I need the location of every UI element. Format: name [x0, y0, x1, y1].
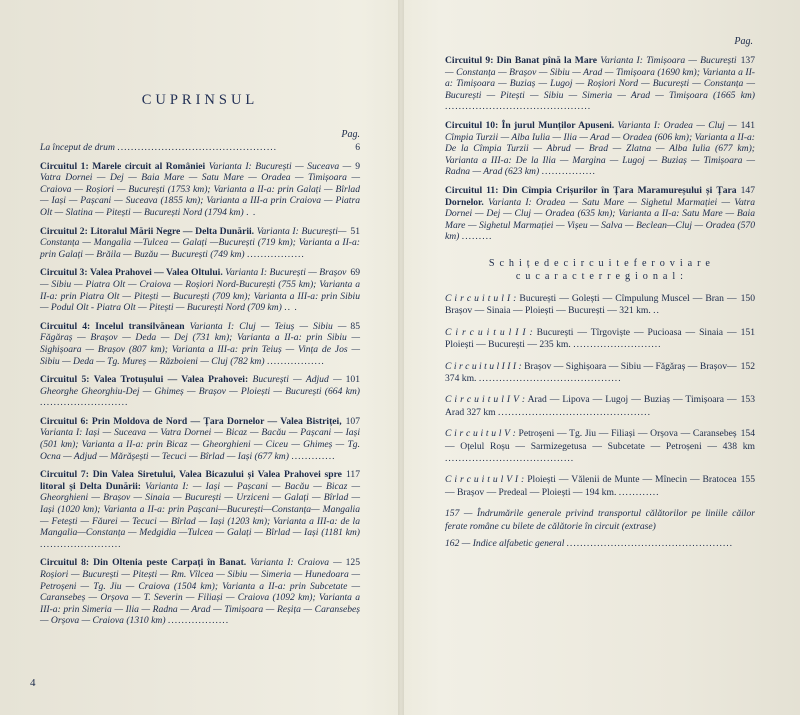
toc-schite-lead: C i r c u i t u l I :	[445, 292, 517, 304]
toc-schite-lead: C i r c u i t u l V I :	[445, 474, 525, 486]
toc-schite-body: Petroșeni — Tg. Jiu — Filiași — Orșova — Caransebeș — Oțelul Roșu — Sarmizegetusa — Subcetate — Petroșeni — 438 km	[445, 428, 755, 452]
section-subheading	[445, 257, 755, 283]
toc-leader-dots: .............................................	[498, 406, 651, 418]
toc-page-number: 147	[740, 184, 755, 196]
toc-schite-entry[interactable]	[445, 428, 755, 465]
toc-entry[interactable]	[40, 161, 360, 219]
toc-entry-title: Valea Prahovei — Valea Oltului.	[90, 267, 223, 279]
toc-schite-body: Arad — Lipova — Lugoj — Buziaș — Timișoara — Arad 327 km	[445, 394, 737, 418]
toc-note-text: — Îndrumările generale privind transportul călătorilor pe liniile căilor ferate române cu bilete de călătorie în circuit (extrase)	[445, 508, 755, 532]
toc-entry-title: Din Oltenia peste Carpați în Banat.	[93, 557, 247, 569]
toc-page-number: 9	[355, 160, 360, 172]
toc-page-number: 141	[740, 119, 755, 131]
toc-entry-body: Varianta I: Iași — Suceava — Vatra Dornei — Bicaz — Bacău — Pașcani — Iași (501 km); Varianta a II-a: prin Bicaz — Gheorghieni — Ciceu — Ghimeș — Tg. Ocna — Adjud — Mărășești — Tecuci — Bîrlad — Iași (677 km)	[40, 427, 360, 462]
toc-page-number: 101	[345, 374, 360, 386]
toc-note-entry[interactable]	[445, 538, 755, 550]
toc-schite-body: București — Golești — Cîmpulung Muscel — Bran — Brașov — Sinaia — Ploiești — București — 321 km.	[445, 292, 737, 317]
toc-leader-dots: .............	[291, 450, 336, 462]
toc-entry-lead: Circuitul 10:	[445, 119, 499, 131]
toc-entry-body: București — Adjud — Gheorghe Gheorghiu-Dej — Ghimeș — Brașov — Ploiești — București (664 km)	[40, 374, 360, 397]
toc-page-number: 151	[740, 326, 755, 338]
toc-page-number: 152	[740, 360, 755, 372]
toc-entry[interactable]	[40, 226, 360, 261]
toc-entry-lead: Circuitul 11:	[445, 184, 499, 196]
toc-entry[interactable]	[445, 185, 755, 243]
toc-leader-dots: .................	[246, 248, 305, 260]
toc-schite-entry[interactable]	[445, 474, 755, 499]
toc-schite-entry[interactable]	[445, 361, 755, 386]
toc-entry-body: Varianta I: Craiova — Roșiori — București — Pitești — Rm. Vîlcea — Sibiu — Simeria — Hunedoara — Petroșeni — Tg. Jiu — Craiova (1504 km); Varianta a II-a: prin Subcetate — Caransebeș — Orșova — T. Severin — Filiași — Craiova (1092 km); Varianta a III-a: prin Simeria — Ilia — Radna — Arad — Timișoara — Reșița — Caransebeș — Orșova — Craiova (1310 km)	[40, 557, 360, 627]
toc-entry-body: Varianta I: București—Constanța — Mangalia —Tulcea — Galați —București (719 km); Varianta a II-a: prin Galați — Brăila — Buzău — București (749 km)	[40, 225, 360, 260]
toc-schite-body: Ploiești — Vălenii de Munte — Mînecin — Bratocea — Brașov — Predeal — Ploiești — 194 km.	[445, 474, 737, 498]
toc-entry-body: Varianta I: Oradea — Satu Mare — Sighetul Marmației — Vatra Dornei — Dej — Cluj — Oradea (635 km); Varianta a II-a: Satu Mare — Baia Mare — Sighetul Marmației — Vișeu — Salva — Beclean—Cluj — Oradea (570 km)	[445, 196, 755, 243]
toc-entry-title: Marele circuit al României	[92, 160, 206, 172]
toc-leader-dots: ..........................................	[478, 372, 622, 384]
toc-entry[interactable]	[445, 120, 755, 178]
toc-leader-dots: ..................	[167, 615, 230, 627]
toc-page-number: 154	[740, 428, 755, 440]
toc-leader-dots: ............	[618, 486, 660, 498]
toc-entry[interactable]	[40, 469, 360, 550]
toc-page-number: 125	[345, 557, 360, 569]
toc-note-entry[interactable]	[445, 508, 755, 533]
toc-entry[interactable]	[40, 142, 360, 154]
section-subheading-line2: c u c a r a c t e r r e g i o n a l :	[515, 270, 685, 282]
toc-entry[interactable]	[40, 416, 360, 462]
toc-leader-dots: ................	[541, 166, 596, 178]
toc-leader-dots: ...............................................	[117, 142, 278, 153]
toc-entry-title: Din Cîmpia Crișurilor în Țara Maramureșului și Țara Dornelor.	[445, 184, 737, 208]
toc-entry[interactable]	[40, 267, 360, 313]
toc-entry-title: Incelul transilvănean	[95, 320, 185, 332]
right-pag-label: Pag.	[734, 36, 753, 47]
toc-page-number: 155	[740, 474, 755, 486]
toc-entry-lead: Circuitul 1:	[40, 160, 89, 172]
toc-entry-lead: Circuitul 9:	[445, 55, 494, 66]
toc-entry[interactable]	[40, 557, 360, 627]
toc-entry-lead: Circuitul 5:	[40, 374, 90, 386]
toc-entry-body: Varianta I: Timișoara — București — Constanța — Brașov — Sibiu — Arad — Timișoara (1690 km); Varianta a II-a: Timișoara — Buziaș — Lugoj — Roșiori Nord — București — Constanța — București — Pitești — Sibiu — Simeria — Arad — Timișoara (1665 km)	[445, 55, 755, 101]
toc-leader-dots: . .	[246, 206, 257, 218]
toc-schite-entry[interactable]	[445, 293, 755, 318]
toc-leader-dots: ..	[653, 305, 660, 317]
toc-entry-lead: Circuitul 8:	[40, 557, 90, 569]
toc-schite-entry[interactable]	[445, 327, 755, 352]
left-pag-label: Pag.	[341, 129, 360, 140]
toc-entry-body: Varianta I: Oradea — Cluj — Cîmpia Turzii — Alba Iulia — Ilia — Arad — Oradea (606 km); Varianta a II-a: De la Cîmpia Turzii — Abrud — Brad — Zlatna — Alba Iulia (677 km); Varianta a III-a: De la Ilia — Margina — Lugoj — Buziaș — Timișoara — Radna — Arad (623 km)	[445, 119, 755, 178]
toc-leader-dots: .........	[461, 231, 493, 243]
toc-page-number: 69	[350, 267, 360, 279]
toc-entry-title: Valea Trotușului — Valea Prahovei:	[93, 374, 249, 386]
toc-page-number: 153	[740, 394, 755, 406]
section-subheading-line1: S c h i ț e d e c i r c u i t e f e r o v i a r e	[488, 257, 712, 269]
toc-entry-lead: Circuitul 6:	[40, 415, 89, 427]
toc-leader-dots: ..........................	[573, 339, 662, 351]
toc-schite-lead: C i r c u i t u l I I I :	[445, 360, 522, 372]
toc-schite-lead: C i r c u i t u l V :	[445, 428, 516, 440]
toc-page-number: 85	[350, 320, 360, 332]
toc-entry-body: Varianta I: — Iași — Pașcani — Bacău — Bicaz — Gheorghieni — Brașov — Sinaia — București — Urziceni — Galați — Bîrlad — Iași (1020 km); Varianta a II-a: prin Pașcani—București—Constanța— Mangalia — Fetești — Făurei — Tecuci — Bîrlad — Iași (1203 km); Varianta a III-a: de la Mangalia—Constanța — Medgidia —Tulcea — Galați — Bîrlad — Iași (1181 km)	[40, 480, 360, 539]
toc-entry-lead: Circuitul 4:	[40, 320, 91, 332]
page-title: CUPRINSUL	[141, 92, 259, 108]
toc-page-number: 150	[740, 292, 755, 304]
toc-leader-dots: ...........................................	[445, 101, 592, 113]
toc-leader-dots: ........................	[40, 538, 122, 550]
toc-entry-title: Prin Moldova de Nord — Țara Dornelor — Valea Bistriței,	[91, 415, 342, 427]
toc-entry[interactable]	[40, 321, 360, 367]
toc-leader-dots: .. .	[284, 302, 298, 314]
toc-schite-lead: C i r c u i t u l I I :	[445, 326, 533, 338]
toc-entry-lead: Circuitul 3:	[40, 267, 88, 279]
toc-page-number: 157	[445, 508, 460, 520]
toc-entry-title: La început de drum	[40, 142, 115, 153]
toc-entry-body: Varianta I: Cluj — Teiuș — Sibiu — Făgăraș — Brașov — Deda — Dej (731 km); Varianta a II-a: prin Sibiu — Sighișoara — Brașov (807 km); Varianta a III-a: prin Teiuș — Vința de Jos — Sibiu — Deda — Tg. Mureș — Războieni — Cluj (782 km)	[40, 320, 360, 367]
toc-leader-dots: ..........................	[40, 397, 129, 409]
toc-leader-dots: .................	[266, 355, 325, 367]
toc-leader-dots: .................................................	[566, 538, 734, 549]
toc-page-number: 117	[345, 469, 360, 481]
right-page	[400, 0, 800, 715]
toc-page-number: 6	[355, 142, 360, 153]
toc-entry-lead: Circuitul 7:	[40, 469, 89, 481]
toc-page-number: 107	[345, 415, 360, 427]
toc-page-number: 162	[445, 538, 460, 549]
toc-schite-body: București — Tîrgoviște — Pucioasa — Sinaia — Ploiești — București — 235 km.	[445, 326, 737, 351]
toc-schite-body: Brașov — Sighișoara — Sibiu — Făgăraș — Brașov—374 km.	[445, 360, 737, 384]
toc-page-number: 51	[350, 225, 360, 237]
toc-note-text: — Indice alfabetic general	[461, 538, 565, 549]
toc-schite-lead: C i r c u i t u l I V :	[445, 394, 526, 406]
toc-entry-body: Varianta I: București — Suceava — Vatra Dornei — Dej — Baia Mare — Satu Mare — Oradea — Timișoara — Craiova — Roșiori — București (1753 km); Varianta a II-a: prin Galați — Bîrlad — Iași — Pașcani — Suceava (1855 km); Varianta a III-a prin Craiova — Piatra Olt — Slatina — Pitești — București Nord (1794 km)	[40, 160, 360, 218]
toc-schite-entry[interactable]	[445, 394, 755, 419]
toc-entry-title: Din Banat pînă la Mare	[496, 55, 597, 66]
toc-entry-body: Varianta I: București — Brașov — Sibiu — Piatra Olt — Craiova — Roșiori Nord-București (755 km); Varianta a II-a: prin Piatra Olt — Pitești — București (709 km); Varianta a III-a: prin Sibiu — Podul Olt - Piatra Olt — Pitești — București Nord (709 km)	[40, 267, 360, 314]
folio-number: 4	[30, 677, 36, 689]
toc-page-number: 137	[740, 55, 755, 66]
toc-entry-lead: Circuitul 2:	[40, 225, 88, 237]
toc-entry-title: În jurul Munților Apuseni.	[501, 119, 615, 131]
toc-entry-title: Din Valea Siretului, Valea Bicazului și Valea Prahovei spre litoral și Delta Dunării:	[40, 469, 342, 492]
toc-entry[interactable]	[40, 374, 360, 409]
toc-leader-dots: ......................................	[445, 452, 575, 464]
toc-entry-title: Litoralul Mării Negre — Delta Dunării.	[90, 225, 255, 237]
toc-entry[interactable]	[445, 55, 755, 113]
